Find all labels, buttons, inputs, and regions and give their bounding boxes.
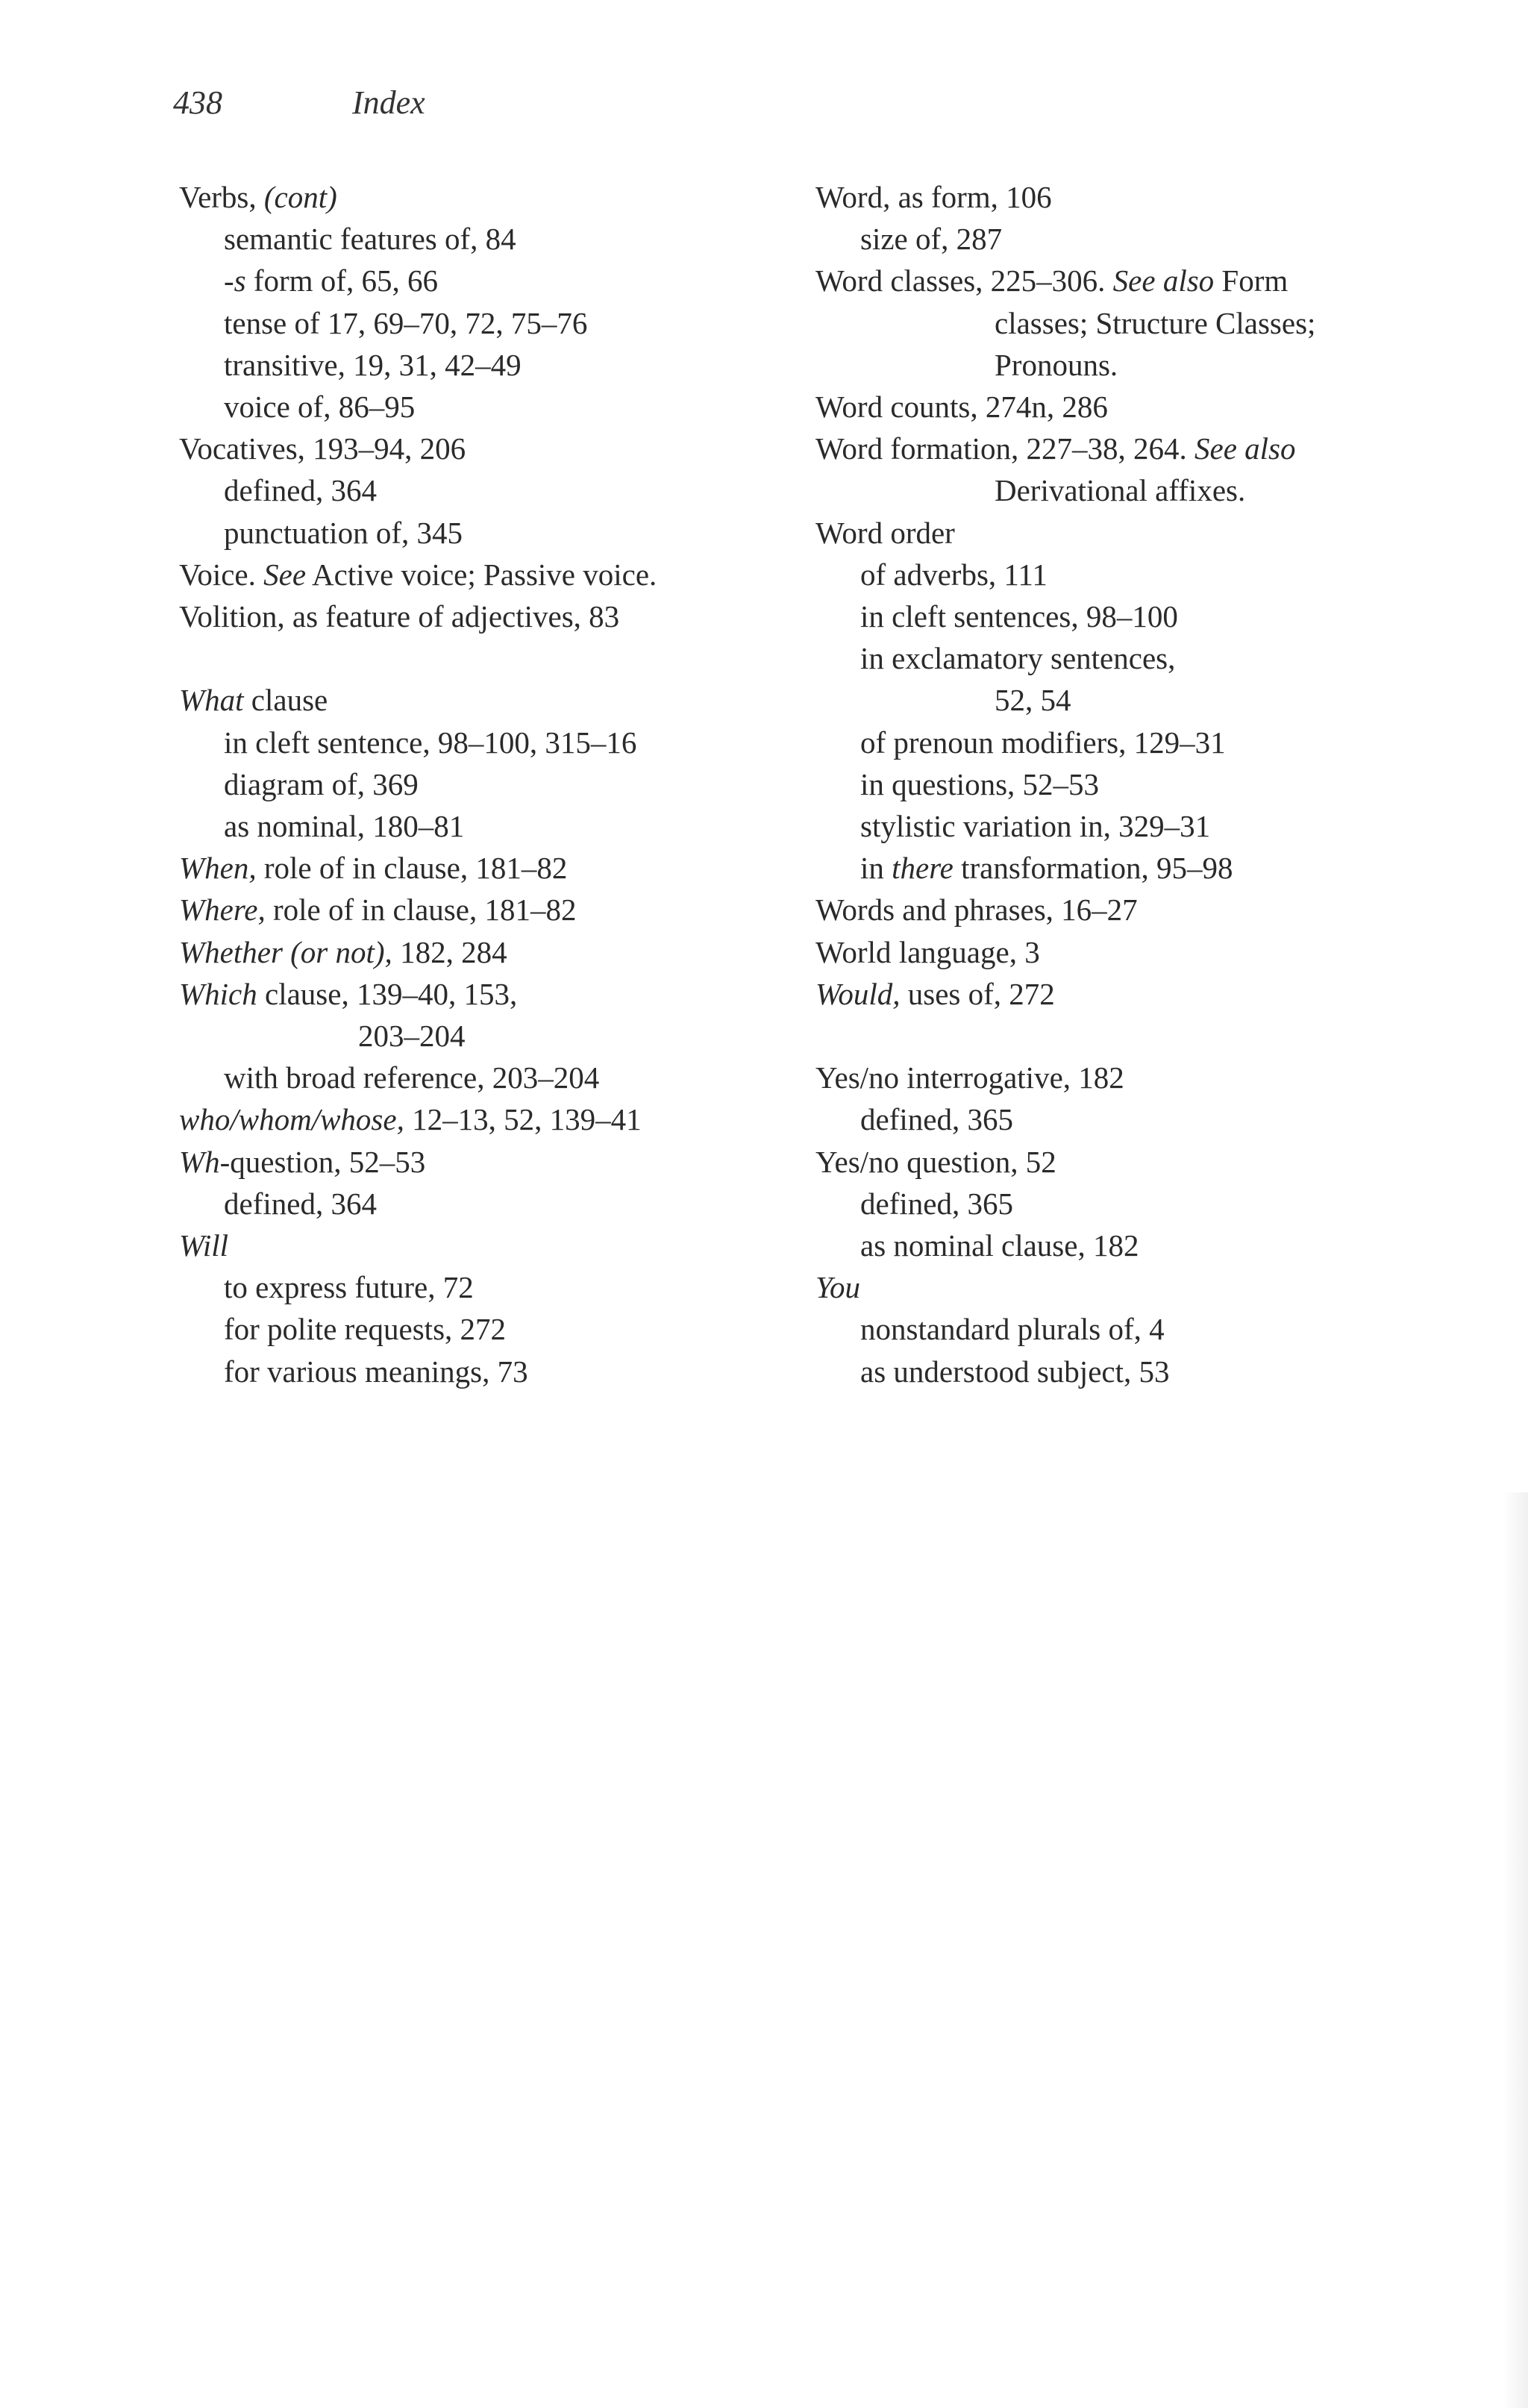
index-subentry <box>179 805 821 847</box>
entry-text: semantic features of, 84 <box>224 222 516 257</box>
index-subentry <box>815 1098 1457 1140</box>
entry-text: Whether (or not), <box>179 934 392 969</box>
index-subentry <box>815 722 1457 763</box>
entry-text: Will <box>179 1228 229 1263</box>
index-subentry <box>179 260 821 301</box>
entry-text: Yes/no question, 52 <box>815 1144 1056 1179</box>
index-entry <box>815 1141 1457 1183</box>
entry-text: of prenoun modifiers, 129–31 <box>860 725 1226 760</box>
index-subentry <box>815 679 1457 721</box>
index-subentry <box>815 1183 1457 1225</box>
entry-text: there <box>892 851 954 886</box>
entry-text: transitive, 19, 31, 42–49 <box>224 347 522 382</box>
entry-text: Pronouns. <box>995 347 1118 382</box>
page-edge-shadow <box>1503 1492 1528 2408</box>
index-subentry <box>815 805 1457 847</box>
index-subentry <box>179 763 821 805</box>
entry-text: defined, 365 <box>860 1186 1013 1221</box>
entry-text: punctuation of, 345 <box>224 515 463 550</box>
entry-text: Vocatives, 193–94, 206 <box>179 431 466 466</box>
entry-text: form of, 65, 66 <box>245 263 438 298</box>
entry-text: in cleft sentence, 98–100, 315–16 <box>224 725 637 760</box>
index-entry <box>179 595 821 637</box>
index-subentry <box>815 637 1457 679</box>
entry-text: 182, 284 <box>392 934 507 969</box>
entry-text: Word counts, 274n, 286 <box>815 390 1108 425</box>
index-subentry <box>179 386 821 428</box>
page-number: 438 <box>173 84 222 121</box>
entry-text: World language, 3 <box>815 934 1040 969</box>
index-entry <box>815 931 1457 973</box>
index-entry <box>179 176 821 218</box>
entry-text: Active voice; Passive voice. <box>306 557 657 592</box>
entry-text: as nominal clause, 182 <box>860 1228 1139 1263</box>
entry-text: stylistic variation in, 329–31 <box>860 809 1211 844</box>
index-subentry <box>815 847 1457 889</box>
section-title: Index <box>352 84 425 121</box>
entry-text: for various meanings, 73 <box>224 1354 528 1389</box>
entry-text: voice of, 86–95 <box>224 390 416 425</box>
index-entry <box>179 1141 821 1183</box>
index-subentry <box>179 218 821 260</box>
entry-text: uses of, 272 <box>900 976 1055 1011</box>
entry-text: as nominal, 180–81 <box>224 809 465 844</box>
index-subentry <box>815 554 1457 595</box>
entry-text: defined, 364 <box>224 473 377 508</box>
index-entry <box>815 260 1457 301</box>
entry-text: tense of 17, 69–70, 72, 75–76 <box>224 305 588 340</box>
entry-text: -s <box>224 263 246 298</box>
entry-text: Word classes, 225–306. <box>815 263 1113 298</box>
entry-text: in exclamatory sentences, <box>860 641 1176 676</box>
entry-text: defined, 365 <box>860 1102 1013 1137</box>
index-subentry <box>179 302 821 344</box>
entry-text: Word, as form, 106 <box>815 180 1052 214</box>
index-subentry <box>179 344 821 386</box>
entry-text: 203–204 <box>358 1019 466 1054</box>
entry-text: in cleft sentences, 98–100 <box>860 599 1178 634</box>
index-subentry <box>179 1057 821 1098</box>
entry-text: role of in clause, 181–82 <box>265 892 577 928</box>
entry-text: with broad reference, 203–204 <box>224 1060 600 1095</box>
index-entry <box>815 1266 1457 1308</box>
entry-spacer <box>179 637 821 679</box>
index-subentry <box>815 344 1457 386</box>
entry-text: (cont) <box>263 180 337 214</box>
entry-text: role of in clause, 181–82 <box>256 851 568 886</box>
entry-text: Form <box>1214 263 1289 298</box>
entry-text: size of, 287 <box>860 222 1003 257</box>
entry-text: clause <box>243 683 328 718</box>
entry-text: See also <box>1112 263 1215 298</box>
entry-text: in questions, 52–53 <box>860 766 1100 801</box>
entry-text: What <box>179 683 244 718</box>
index-entry <box>815 512 1457 554</box>
index-subentry <box>179 722 821 763</box>
entry-spacer <box>815 1015 1457 1057</box>
index-entry <box>815 428 1457 469</box>
entry-text: Which <box>179 976 257 1011</box>
running-head <box>173 84 425 122</box>
entry-text: diagram of, 369 <box>224 766 419 801</box>
entry-text: -question, 52–53 <box>219 1144 426 1179</box>
entry-text: nonstandard plurals of, 4 <box>860 1312 1165 1347</box>
entry-text: Words and phrases, 16–27 <box>815 892 1138 928</box>
entry-text: Word formation, 227–38, 264. <box>815 431 1194 466</box>
index-entry <box>179 554 821 595</box>
entry-text: 52, 54 <box>995 683 1071 718</box>
entry-text: Verbs, <box>179 180 264 214</box>
entry-text: Voice. <box>179 557 264 592</box>
index-entry <box>179 679 821 721</box>
index-entry <box>815 386 1457 428</box>
entry-text: as understood subject, 53 <box>860 1354 1170 1389</box>
index-subentry <box>815 469 1457 511</box>
index-subentry <box>179 1308 821 1350</box>
index-column-right <box>815 176 1457 1392</box>
entry-text: You <box>815 1270 861 1305</box>
index-entry <box>179 1098 821 1140</box>
entry-text: to express future, 72 <box>224 1270 474 1305</box>
index-entry <box>179 973 821 1015</box>
index-entry <box>179 1225 821 1266</box>
index-subentry <box>815 1351 1457 1392</box>
index-subentry <box>179 1351 821 1392</box>
index-entry <box>179 428 821 469</box>
entry-text: for polite requests, 272 <box>224 1312 507 1347</box>
index-subentry <box>815 302 1457 344</box>
entry-text: 12–13, 52, 139–41 <box>404 1102 642 1137</box>
entry-text: defined, 364 <box>224 1186 377 1221</box>
entry-text: Volition, as feature of adjectives, 83 <box>179 599 620 634</box>
index-subentry <box>815 1225 1457 1266</box>
index-entry <box>815 889 1457 931</box>
entry-text: When, <box>179 851 257 886</box>
index-subentry <box>179 1015 821 1057</box>
index-subentry <box>815 595 1457 637</box>
entry-text: Would, <box>815 976 901 1011</box>
entry-text: Where, <box>179 892 266 928</box>
index-subentry <box>815 1308 1457 1350</box>
index-subentry <box>179 1183 821 1225</box>
entry-text: See <box>263 557 307 592</box>
entry-text: classes; Structure Classes; <box>995 305 1316 340</box>
index-subentry <box>815 218 1457 260</box>
index-entry <box>815 973 1457 1015</box>
entry-text: clause, 139–40, 153, <box>257 976 518 1011</box>
index-column-left <box>179 176 821 1392</box>
entry-text: Word order <box>815 515 955 550</box>
index-entry <box>179 889 821 931</box>
index-entry <box>179 931 821 973</box>
index-subentry <box>179 512 821 554</box>
entry-text: See also <box>1194 431 1296 466</box>
entry-text: Yes/no interrogative, 182 <box>815 1060 1124 1095</box>
index-subentry <box>815 763 1457 805</box>
index-subentry <box>179 1266 821 1308</box>
index-subentry <box>179 469 821 511</box>
entry-text: Derivational affixes. <box>995 473 1246 508</box>
entry-text: Wh <box>179 1144 220 1179</box>
entry-text: of adverbs, 111 <box>860 557 1048 592</box>
index-entry <box>815 1057 1457 1098</box>
index-entry <box>815 176 1457 218</box>
entry-text: who/whom/whose, <box>179 1102 404 1137</box>
entry-text: in <box>860 851 892 886</box>
index-entry <box>179 847 821 889</box>
entry-text: transformation, 95–98 <box>953 851 1233 886</box>
